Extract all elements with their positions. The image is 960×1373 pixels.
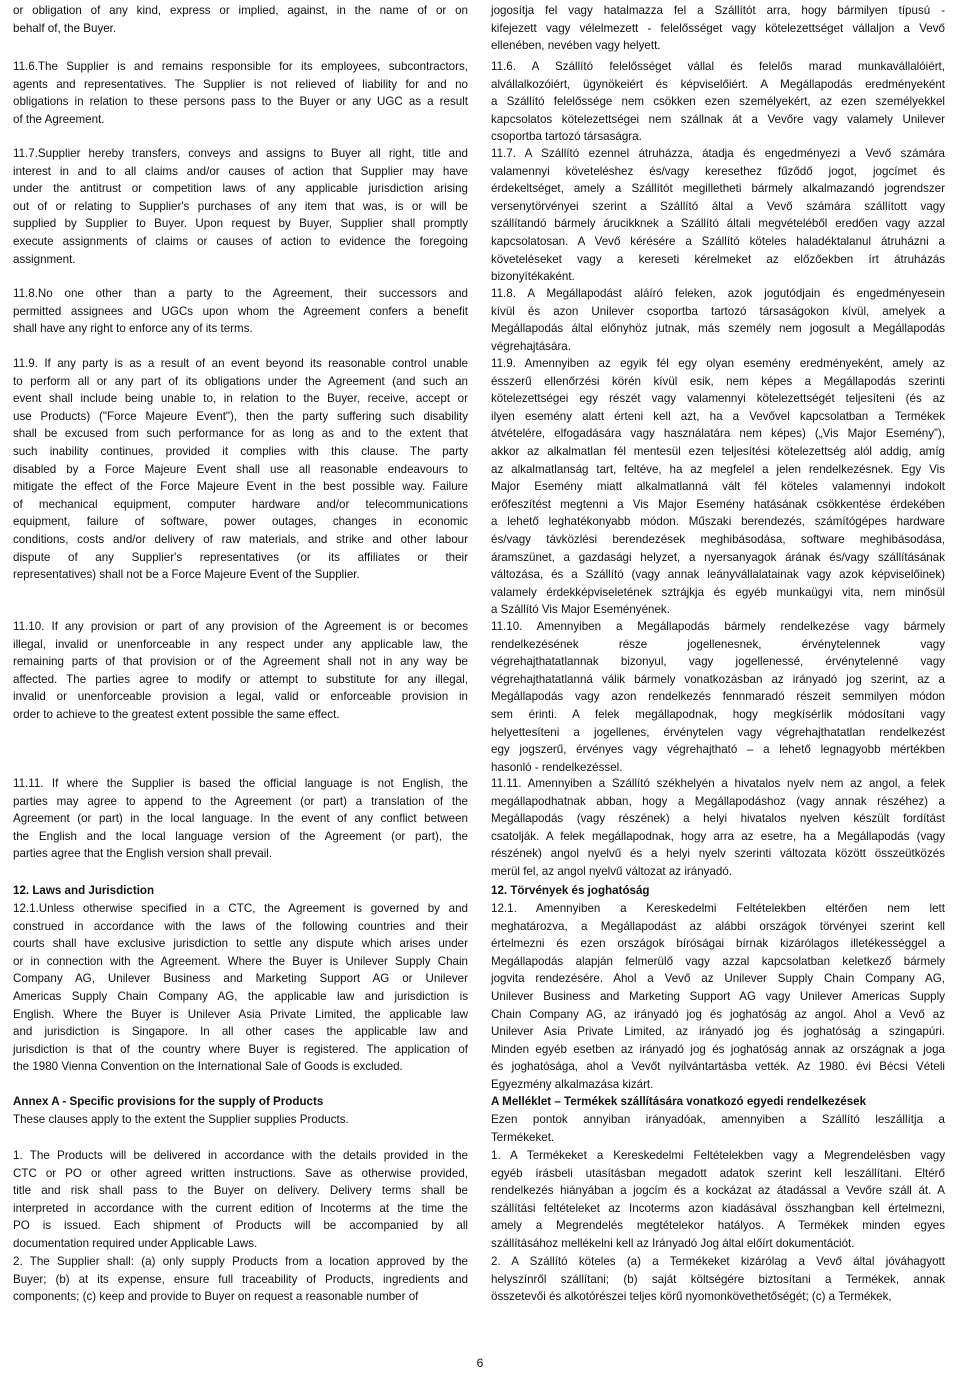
text-line: jurisdiction is that of the country where Buyer is registered. The application of (13, 1042, 468, 1056)
text-line: of mechanical equipment, computer hardware and/or telecommunications (13, 497, 468, 511)
text-line: Ezen pontok annyiban irányadóak, amennyiben a Szállító leszállítja a (491, 1113, 945, 1126)
text-line: Agreement (or part) in the local language. In the event of any conflict between (13, 812, 468, 826)
text-line: helyettesíteni a jogellenes, érvénytelen vagy végrehajthatatlan rendelkezést (491, 725, 945, 739)
english-column-text (13, 355, 468, 584)
text-line: a Szállító felelőssége nem csökken ezen személyekért, az ezen személyekkel (491, 95, 945, 109)
text-line: bizonyítékaként. (491, 270, 575, 284)
text-line: out of or relating to Supplier's purchases of any item that was, is or will be (13, 199, 468, 213)
text-line: valamely érdekképviseletének sztrájkja és egyéb munkaügyi vita, nem minősül (491, 585, 945, 599)
english-column-text (13, 618, 468, 724)
text-line: A Melléklet – Termékek szállítására vonatkozó egyedi rendelkezések (491, 1095, 867, 1108)
text-line: rendelkezésének része jogellenesnek, érvénytelennek vagy (491, 637, 945, 651)
text-line: kapcsolatosan. A Vevő kérésére a Szállító köteles haladéktalanul átruházni a (491, 234, 945, 248)
text-line: 11.11. Amennyiben a Szállító székhelyén a hivatalos nyelv nem az angol, a felek (491, 777, 945, 790)
text-line: kapcsolatos kötelezettségei nem szállnak át a Vevőre vagy valamely Unilever (491, 112, 945, 126)
text-line: Buyer; (b) at its expense, ensure full traceability of Products, ingredients and (13, 1272, 468, 1286)
text-line: csatolják. A felek megállapodnak, hogy arra az esetre, ha a Megállapodás (vagy (491, 829, 945, 843)
text-line: or obligation of any kind, express or implied, against, in the name of or on (13, 4, 468, 17)
text-line: parties may agree to append to the Agreement (or part) a translation of the (13, 794, 468, 808)
text-line: 12.1.Unless otherwise specified in a CTC, the Agreement is governed by and (13, 902, 468, 915)
text-line: agents and representatives. The Supplier is not relieved of liability for and no (13, 77, 468, 91)
text-line: assignment. (13, 252, 76, 266)
text-line: interest in and to all claims and/or causes of action that Supplier may have (13, 164, 468, 178)
text-line: szállítandó bármely árucikknek a Szállító általi megvételéből eredően vagy azzal (491, 217, 945, 231)
english-column-text (13, 900, 468, 1076)
text-line: összetevői és alkotórészei teljes körű nyomonkövethetőségét; (c) a Termékek, (491, 1290, 892, 1304)
text-line: Annex A - Specific provisions for the supply of Products (13, 1095, 324, 1108)
text-line: obligations in relation to these persons pass to the Buyer or any UGC as a result (13, 95, 468, 109)
text-line: merül fel, az angol nyelvű változat az irányadó. (491, 864, 733, 878)
text-line: of the Agreement. (13, 112, 105, 126)
text-line: és joghatósága, ahol a Vevőt nyilvántartásba vették. Az 1980. évi Bécsi Vételi (491, 1060, 945, 1074)
text-line: alvállalkozóiért, ügynökeiért és képviselőiért. A Megállapodás eredményeként (491, 77, 945, 91)
text-line: 2. A Szállító köteles (a) a Termékeket kizárólag a Vevő által jóváhagyott (491, 1255, 945, 1268)
text-line: Unilever Business and Marketing Support AG vagy Unilever Americas Supply (491, 989, 945, 1003)
hungarian-column-text (491, 882, 945, 900)
text-line: az alkalmatlanság tart, feltéve, ha az megfelel a jelen rendelkezésnek. Egy Vis (491, 462, 945, 476)
text-line: dispute of any Supplier's representatives (or its affiliates or their (13, 550, 468, 564)
text-line: under the antitrust or competition laws of any applicable jurisdiction arising (13, 182, 468, 196)
text-line: shall be excused from such performance for as long as and to the extent that (13, 427, 468, 441)
text-line: átvételére, elfogadására vagy használatára nem képes) („Vis Major Esemény”), (491, 427, 945, 441)
text-line: Company AG, Unilever Business and Marketing Support AG or Unilever (13, 972, 468, 986)
text-line: or in connection with the Agreement. Where the Buyer is Unilever Supply Chain (13, 954, 468, 968)
text-line: illegal, invalid or unenforceable in any respect under any applicable law, the (13, 637, 468, 651)
text-line: These clauses apply to the extent the Supplier supplies Products. (13, 1113, 349, 1126)
text-line: ilyen esemény alatt érteni kell azt, ha a Vevővel kapcsolatban a Termékek (491, 409, 945, 423)
text-line: 11.10. Amennyiben a Megállapodás bármely rendelkezése vagy bármely (491, 620, 945, 633)
text-line: remaining parts of that provision or of the Agreement shall not in any way be (13, 655, 468, 669)
text-line: Megállapodás (vagy részének) a helyi hivatalos nyelven készült fordítást (491, 812, 945, 826)
english-column-text (13, 882, 468, 900)
text-line: 11.7. A Szállító ezennel átruházza, átadja és engedményezi a Vevő számára (491, 147, 945, 160)
text-line: execute assignments of claims or causes of action to evidence the foregoing (13, 234, 468, 248)
text-line: áramszünet, a gazdasági helyzet, a nyersanyagok árának és/vagy szállításának (491, 550, 945, 564)
text-line: csoportba tartozó társaságra. (491, 130, 642, 144)
text-line: kívül és azon Unilever csoportba tartozó társaságokon kívül, amelyek a (491, 304, 945, 318)
text-line: végrehajthatatlanná válik bármely vonatkozásban az irányadó jog szerint, az a (491, 672, 945, 686)
english-column-text (13, 1253, 468, 1306)
text-line: behalf of, the Buyer. (13, 21, 117, 35)
english-column-text (13, 1111, 468, 1129)
text-line: 12. Laws and Jurisdiction (13, 884, 155, 897)
english-column-text (13, 1147, 468, 1253)
text-line: akkor az alkalmatlan fél mentesül ezen teljesítési kötelezettség alól addig, amíg (491, 444, 945, 458)
text-line: Megállapodás alapján felmerülő vagy azzal kapcsolatban keletkező bármely (491, 954, 945, 968)
english-column-text (13, 58, 468, 128)
text-line: permitted assignees and UGCs upon whom the Agreement confers a benefit (13, 304, 468, 318)
text-line: equipment, failure of software, power outages, changes in economic (13, 515, 468, 529)
hungarian-column-text (491, 618, 945, 776)
text-line: megállapodhatnak abban, hogy a Megállapodáshoz (vagy annak részéhez) a (491, 794, 945, 808)
text-line: szállításához mellékelni kell az Irányadó Jog által előírt dokumentációt. (491, 1236, 855, 1250)
text-line: the English and the local language version of the Agreement (or part), the (13, 829, 468, 843)
text-line: szállítási feltételeket az Incoterms azon kiadásával összhangban kell értelmezni, (491, 1201, 945, 1215)
text-line: components; (c) keep and provide to Buyer on request a reasonable number of (13, 1290, 419, 1304)
text-line: event shall include being unable to, in relation to the Buyer, receive, accept or (13, 392, 468, 406)
text-line: and jurisdiction is Singapore. In all other cases the applicable law and (13, 1025, 468, 1039)
text-line: a Szállító Vis Major Eseményének. (491, 603, 670, 617)
hungarian-column-text (491, 1111, 945, 1146)
text-line: Minden egyéb esetben az irányadó jog és joghatóság annak az országnak a joga (491, 1042, 945, 1056)
hungarian-column-text (491, 58, 945, 146)
text-line: the 1980 Vienna Convention on the International Sale of Goods is excluded. (13, 1060, 403, 1074)
text-line: invalid or unenforceable provision a legal, valid or enforceable provision in (13, 690, 468, 704)
text-line: helyszínről szállítani; (b) saját költségére biztosítani a Termékek, annak (491, 1272, 945, 1286)
text-line: végrehajthatatlannak bizonyul, vagy jogellenessé, érvénytelenné vagy (491, 655, 945, 669)
text-line: supplied by Supplier to Buyer. Upon request by Buyer, Supplier shall promptly (13, 217, 468, 231)
text-line: kötelezettségei egy részét vagy valamennyi kötelezettségét teljesíteni (és az (491, 392, 945, 406)
hungarian-column-text (491, 355, 945, 619)
english-column-text (13, 1093, 468, 1111)
text-line: Unilever Asia Private Limited, az irányadó jog és joghatóság a szingapúri. (491, 1025, 945, 1039)
text-line: such inability continues, provided it complies with this clause. The party (13, 444, 468, 458)
hungarian-column-text (491, 285, 945, 355)
text-line: construed in accordance with the laws of the following countries and their (13, 919, 468, 933)
text-line: shall have any right to enforce any of its terms. (13, 322, 253, 336)
text-line: 12.1. Amennyiben a Kereskedelmi Feltételekben eltérően nem lett (491, 902, 945, 915)
english-column-text (13, 775, 468, 863)
text-line: sem érinti. A felek megállapodnak, hogy megkísérlik módosítani vagy (491, 707, 945, 721)
text-line: kifejezett vagy vélelmezett - felelősséget vagy kötelezettséget vállaljon a Vevő (491, 21, 945, 35)
text-line: affected. The parties agree to modify or attempt to substitute for any illegal, (13, 672, 468, 686)
text-line: order to achieve to the greatest extent possible the same effect. (13, 707, 340, 721)
hungarian-column-text (491, 1093, 945, 1111)
text-line: ésszerű ellenőrzési körén kívül esik, nem képes a Megállapodás szerinti (491, 374, 945, 388)
text-line: 11.9. Amennyiben az egyik fél egy olyan esemény eredményeként, amely az (491, 357, 945, 370)
text-line: mitigate the effect of the Force Majeure Event in the best possible way. Failure (13, 480, 468, 494)
text-line: egy jogszerű, érvényes vagy végrehajtható – a lehető legnagyobb mértékben (491, 743, 945, 757)
text-line: interpreted in accordance with the current edition of Incoterms at the time the (13, 1201, 468, 1215)
hungarian-column-text (491, 900, 945, 1094)
text-line: jogosítja fel vagy hatalmazza fel a Szállítót arra, hogy bármilyen típusú - (491, 4, 945, 17)
text-line: valamennyi követeléshez és/vagy keresethez fűződő jogot, jogcímet és (491, 164, 945, 178)
text-line: érdekeltséget, amely a Szállítót megilletheti bármely alkalmazandó jogrendszer (491, 182, 945, 196)
text-line: a lehető leghatékonyabb módon. Műszaki berendezés, számítógépes hardware (491, 515, 945, 529)
text-line: Major Esemény miatt alkalmatlanná vált fél köteles valamennyi indokolt (491, 480, 945, 494)
text-line: rendelkezés hiányában a jogcím és a kockázat az átadással a Vevőre száll át. A (491, 1184, 945, 1198)
text-line: hasonló - rendelkezéssel. (491, 760, 623, 774)
text-line: egyéb írásbeli utasításban megadott adatok szerint kell leszállítani. Eltérő (491, 1166, 945, 1180)
text-line: 11.8.No one other than a party to the Agreement, their successors and (13, 287, 468, 300)
hungarian-column-text (491, 1253, 945, 1306)
text-line: erőfeszítést megtenni a Vis Major Esemény hatásának csökkentése érdekében (491, 497, 945, 511)
text-line: és/vagy távközlési berendezések meghibásodása, software meghibásodása, (491, 532, 945, 546)
text-line: részének) angol nyelvű és a helyi nyelv szerinti változata között összeütközés (491, 847, 945, 861)
text-line: 11.9. If any party is as a result of an event beyond its reasonable control unable (13, 357, 468, 370)
text-line: Termékeket. (491, 1130, 555, 1144)
text-line: CTC or PO or other agreed written instructions. Save as otherwise provided, (13, 1166, 468, 1180)
text-line: követeléseket vagy a kereseti kérelmeket az előzőekben írt átruházás (491, 252, 945, 266)
text-line: Chain Company AG, az irányadó jog és joghatóság az angol. Ahol a Vevő az (491, 1007, 945, 1021)
text-line: disabled by a Force Majeure Event shall use all reasonable endeavours to (13, 462, 468, 476)
text-line: Americas Supply Chain Company AG, the applicable law and jurisdiction is (13, 989, 468, 1003)
text-line: to perform all or any part of its obligations under the Agreement (and such an (13, 374, 468, 388)
text-line: English. Where the Buyer is Unilever Asia Private Limited, the applicable law (13, 1007, 468, 1021)
text-line: versenytörvényei szerint a Szállító által a Vevő számára szállított vagy (491, 199, 945, 213)
text-line: ellenében, nevében vagy helyett. (491, 39, 661, 53)
text-line: értelmezni és ezen országok bíróságai bírnak kizárólagos illetékességgel a (491, 937, 945, 951)
text-line: conditions, costs and/or delivery of raw materials, and strike and other labour (13, 532, 468, 546)
text-line: courts shall have exclusive jurisdiction to settle any dispute which arises under (13, 937, 468, 951)
page-number: 6 (476, 1356, 484, 1370)
text-line: title and risk shall pass to the Buyer on delivery. Delivery terms shall be (13, 1184, 468, 1198)
hungarian-column-text (491, 1147, 945, 1253)
english-column-text (13, 2, 468, 37)
text-line: 11.6.The Supplier is and remains responsible for its employees, subcontractors, (13, 60, 468, 73)
text-line: Megállapodás vagy azon rendelkezés fennmaradó részeit semmilyen módon (491, 690, 945, 704)
hungarian-column-text (491, 2, 945, 55)
text-line: jogvita rendezésére. Ahol a Vevő az Unilever Supply Chain Company AG, (491, 972, 945, 986)
text-line: 1. A Termékeket a Kereskedelmi Feltételekben vagy a Megrendelésben vagy (491, 1149, 945, 1162)
text-line: 11.6. A Szállító felelősséget vállal és felelős marad munkavállalóiért, (491, 60, 945, 73)
text-line: Megállapodás által előnyhöz jutnak, más személy nem jogosult a Megállapodás (491, 322, 945, 336)
text-line: representatives) shall not be a Force Majeure Event of the Supplier. (13, 568, 360, 582)
text-line: parties agree that the English version shall prevail. (13, 847, 273, 861)
text-line: 11.11. If where the Supplier is based the official language is not English, the (13, 777, 468, 790)
hungarian-column-text (491, 775, 945, 881)
hungarian-column-text (491, 145, 945, 286)
text-line: amely a Megrendelés megtételekor hatályos. A Termékek minden egyes (491, 1219, 945, 1233)
text-line: PO is issued. Each shipment of Products will be accompanied by all (13, 1219, 468, 1233)
text-line: 11.8. A Megállapodást aláíró feleken, azok jogutódjain és engedményesein (491, 287, 945, 300)
text-line: 2. The Supplier shall: (a) only supply Products from a location approved by the (13, 1255, 468, 1268)
text-line: 11.7.Supplier hereby transfers, conveys and assigns to Buyer all right, title and (13, 147, 468, 160)
text-line: 12. Törvények és joghatóság (491, 884, 650, 897)
text-line: meghatározva, a Megállapodást az alábbi országok törvényei szerint kell (491, 919, 945, 933)
text-line: use Products) ("Force Majeure Event"), then the party suffering such disability (13, 409, 468, 423)
text-line: 1. The Products will be delivered in accordance with the details provided in the (13, 1149, 468, 1162)
text-line: változása, és a Szállító (vagy annak leányvállalatainak vagy azok képviselőinek) (491, 568, 945, 582)
english-column-text (13, 145, 468, 268)
text-line: végrehajtására. (491, 339, 571, 353)
text-line: documentation required under Applicable Laws. (13, 1236, 258, 1250)
english-column-text (13, 285, 468, 338)
text-line: Egyezmény alkalmazása kizárt. (491, 1077, 654, 1091)
text-line: 11.10. If any provision or part of any provision of the Agreement is or becomes (13, 620, 468, 633)
